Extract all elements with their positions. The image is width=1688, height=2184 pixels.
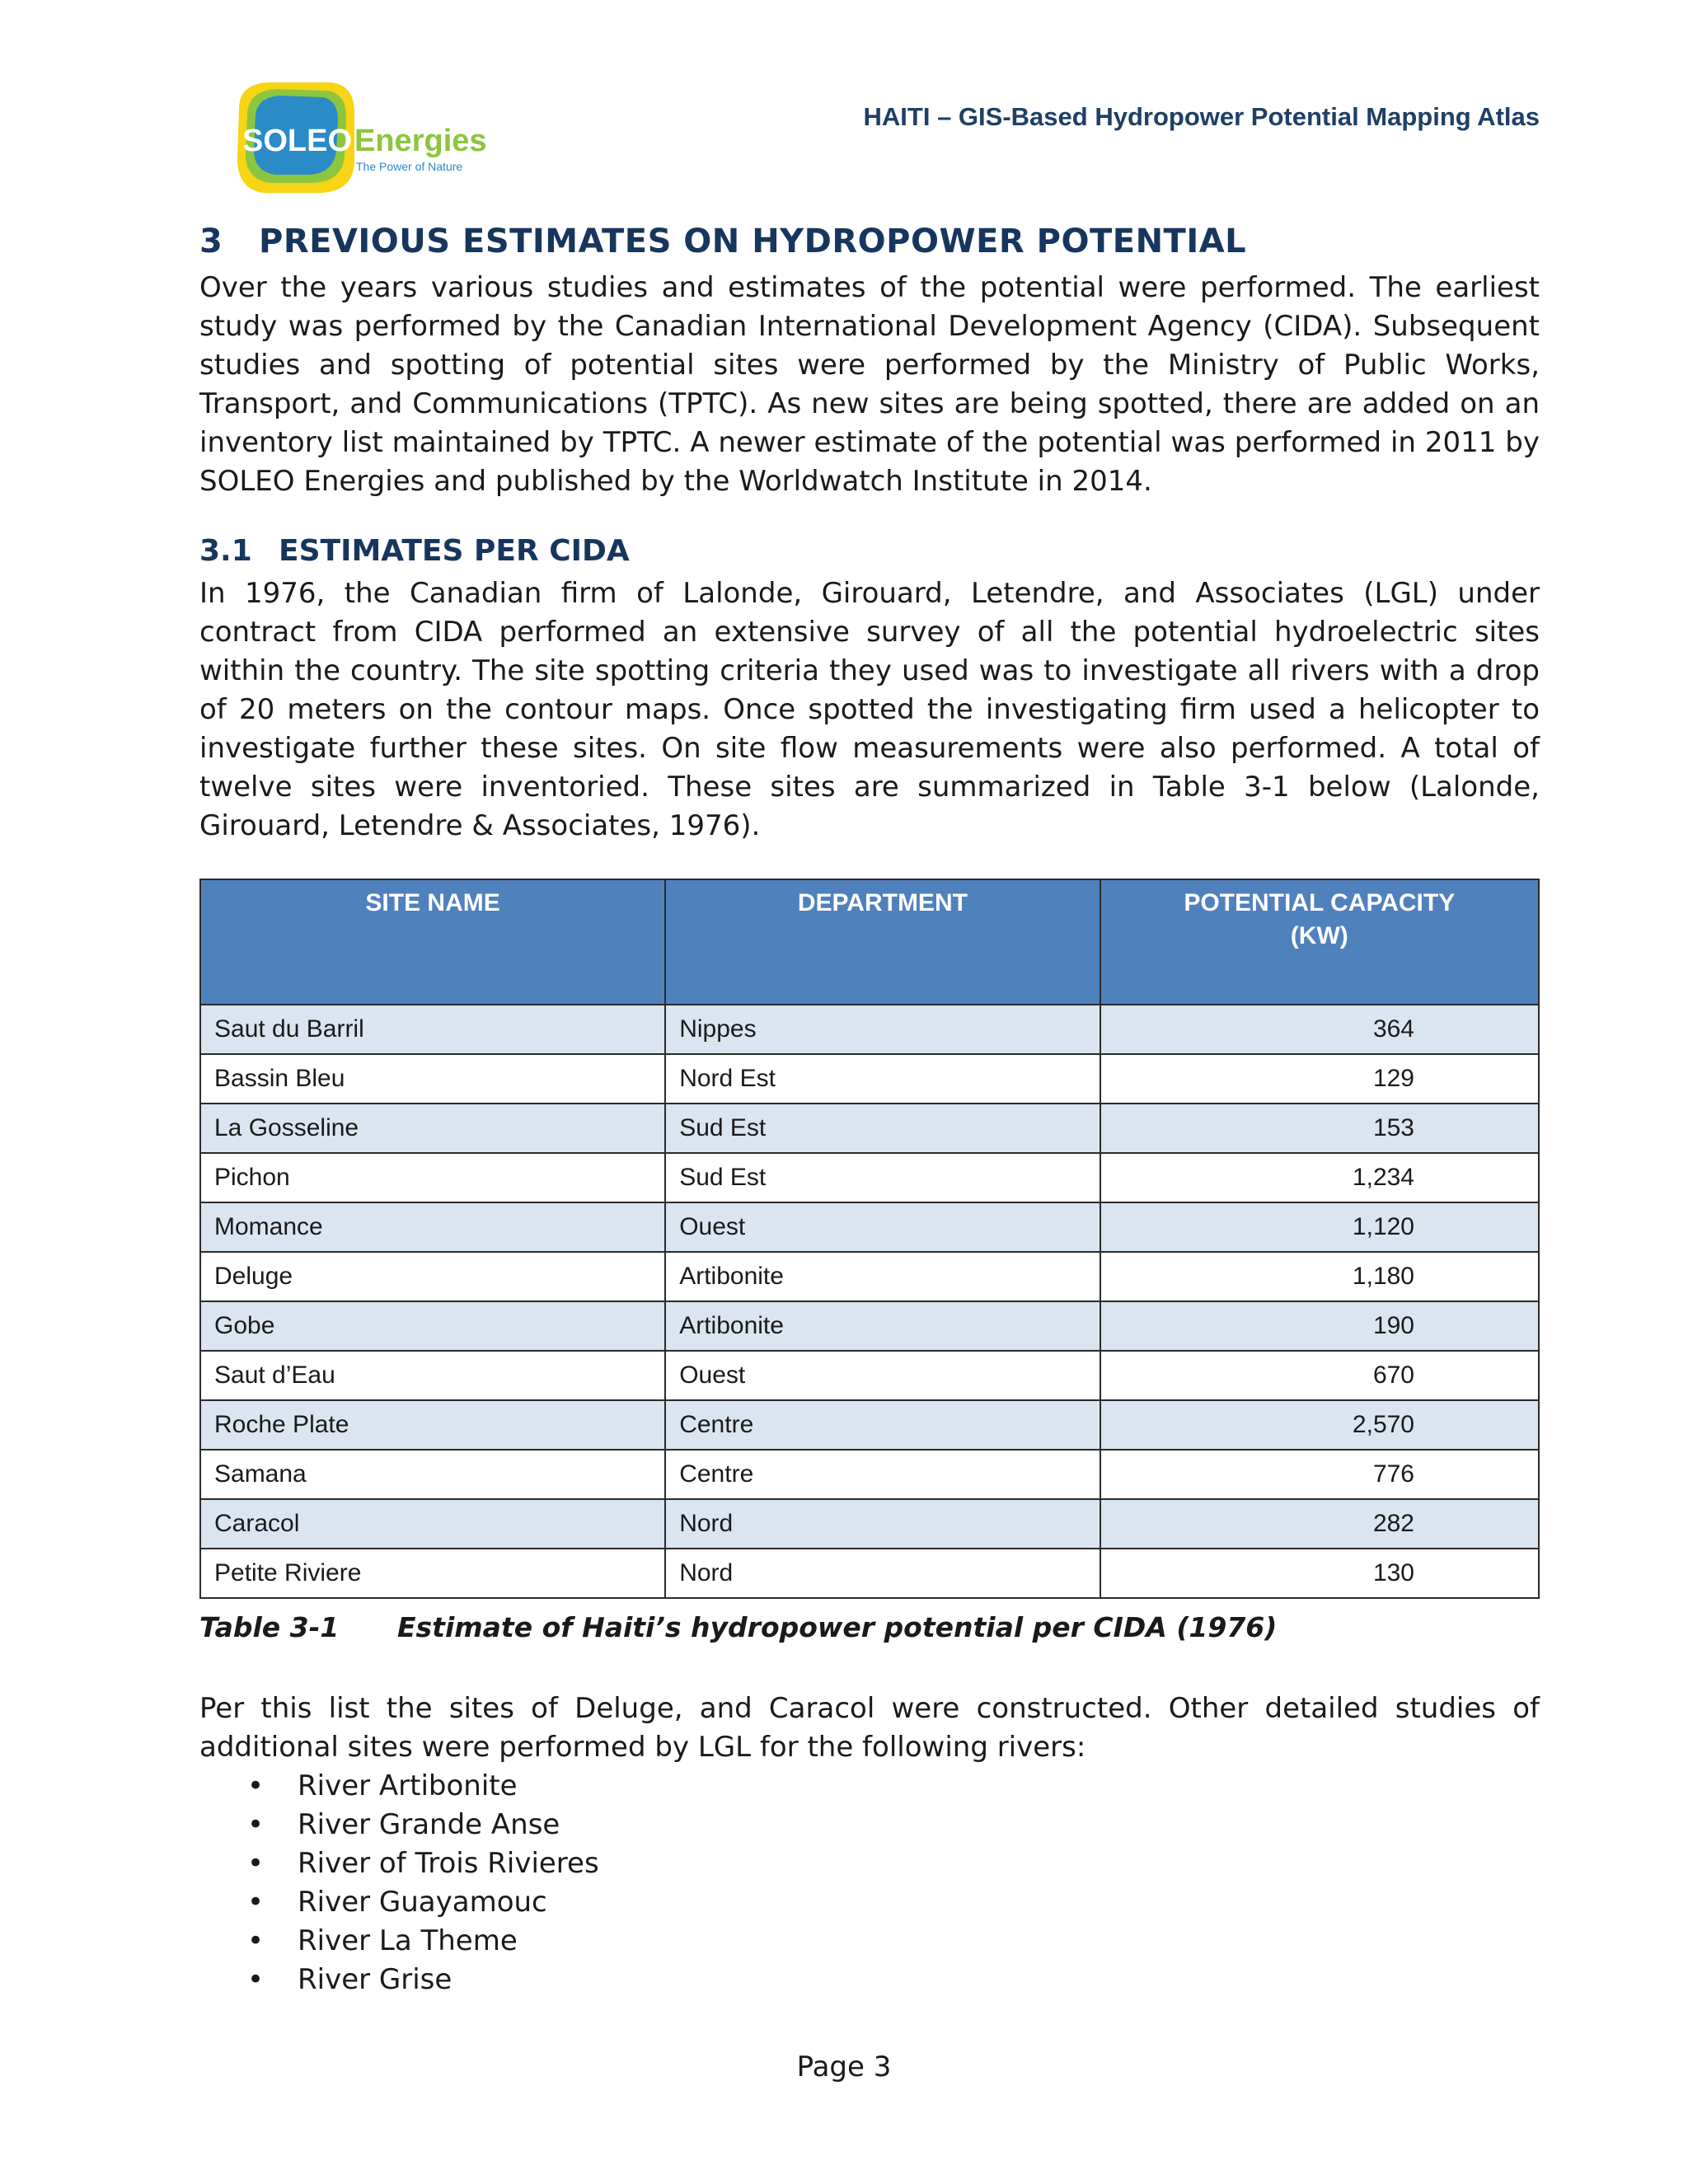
cell-capacity: 1,120 <box>1100 1202 1539 1252</box>
cell-site: Saut du Barril <box>200 1005 665 1054</box>
cell-department: Nord <box>665 1549 1100 1598</box>
bullet-icon: • <box>247 1963 265 1996</box>
cell-department: Artibonite <box>665 1301 1100 1351</box>
logo-word-soleo: SOLEO <box>242 124 353 158</box>
cell-capacity: 776 <box>1100 1450 1539 1499</box>
table-row <box>200 1499 1539 1549</box>
river-name: River Artibonite <box>298 1769 518 1802</box>
cell-department: Ouest <box>665 1351 1100 1400</box>
document-header-title: HAITI – GIS-Based Hydropower Potential Mapping Atlas <box>863 102 1540 131</box>
cell-department: Artibonite <box>665 1252 1100 1301</box>
river-name: River Guayamouc <box>298 1886 547 1919</box>
section-3-heading <box>199 223 1540 260</box>
list-item <box>199 1883 599 1922</box>
cell-site: Momance <box>200 1202 665 1252</box>
cell-site: Pichon <box>200 1153 665 1202</box>
rivers-list <box>199 1767 599 1999</box>
table-row <box>200 1450 1539 1499</box>
header-capacity-line2: (KW) <box>1290 922 1348 949</box>
bullet-icon: • <box>247 1886 265 1919</box>
table-row <box>200 1301 1539 1351</box>
bullet-icon: • <box>247 1769 265 1802</box>
cell-site: Deluge <box>200 1252 665 1301</box>
list-item <box>199 1806 599 1844</box>
cell-capacity: 153 <box>1100 1104 1539 1153</box>
table-row <box>200 1351 1539 1400</box>
cell-site: Gobe <box>200 1301 665 1351</box>
header-department: DEPARTMENT <box>665 879 1100 1005</box>
list-item <box>199 1767 599 1806</box>
logo-tagline: The Power of Nature <box>356 160 463 173</box>
table-header-row <box>200 879 1539 1005</box>
sites-table <box>199 879 1540 1599</box>
cell-department: Nord Est <box>665 1054 1100 1104</box>
cell-department: Centre <box>665 1400 1100 1450</box>
header-potential-capacity <box>1100 879 1539 1005</box>
list-item <box>199 1844 599 1883</box>
cell-department: Nord <box>665 1499 1100 1549</box>
cell-capacity: 130 <box>1100 1549 1539 1598</box>
table-row <box>200 1202 1539 1252</box>
cell-site: La Gosseline <box>200 1104 665 1153</box>
table-caption-label: Table 3-1 <box>199 1611 340 1643</box>
river-name: River Grise <box>298 1963 452 1996</box>
soleo-logo <box>231 76 486 199</box>
logo-word-energies: Energies <box>354 124 487 158</box>
cell-capacity: 1,180 <box>1100 1252 1539 1301</box>
table-row <box>200 1153 1539 1202</box>
river-name: River Grande Anse <box>298 1808 560 1841</box>
table-caption-text: Estimate of Haiti’s hydropower potential per CIDA (1976) <box>397 1611 1278 1643</box>
list-item <box>199 1961 599 1999</box>
table-row <box>200 1104 1539 1153</box>
cell-capacity: 129 <box>1100 1054 1539 1104</box>
cell-department: Nippes <box>665 1005 1100 1054</box>
river-name: River of Trois Rivieres <box>298 1847 599 1880</box>
bullet-icon: • <box>247 1924 265 1957</box>
cell-capacity: 2,570 <box>1100 1400 1539 1450</box>
cell-department: Sud Est <box>665 1153 1100 1202</box>
header-site-name: SITE NAME <box>200 879 665 1005</box>
subsection-number: 3.1 <box>199 534 252 568</box>
cell-department: Ouest <box>665 1202 1100 1252</box>
cell-site: Caracol <box>200 1499 665 1549</box>
table-row <box>200 1549 1539 1598</box>
cell-site: Petite Riviere <box>200 1549 665 1598</box>
section-3-1-paragraph: In 1976, the Canadian firm of Lalonde, Girouard, Letendre, and Associates (LGL) under contract from CIDA performed an extensive survey of all the potential hydroelectric sites within the country. The site spotting criteria they used was to investigate all rivers with a drop of 20 meters on the contour maps. Once spotted the investigating firm used a helicopter to investigate further these sites. On site flow measurements were also performed. A total of twelve sites were inventoried. These sites are summarized in Table 3-1 below (Lalonde, Girouard, Letendre & Associates, 1976). <box>199 577 1540 842</box>
table-row <box>200 1252 1539 1301</box>
section-number: 3 <box>199 223 223 260</box>
list-item <box>199 1922 599 1961</box>
cell-capacity: 190 <box>1100 1301 1539 1351</box>
after-table-paragraph: Per this list the sites of Deluge, and Caracol were constructed. Other detailed studies of additional sites were performed by LGL for the following rivers: <box>199 1692 1540 1764</box>
cell-capacity: 1,234 <box>1100 1153 1539 1202</box>
page-number: Page 3 <box>796 2050 892 2083</box>
section-3-paragraph: Over the years various studies and estimates of the potential were performed. The earliest study was performed by the Canadian International Development Agency (CIDA). Subsequent studies and spotting of potential sites were performed by the Ministry of Public Works, Transport, and Communications (TPTC). As new sites are being spotted, there are added on an inventory list maintained by TPTC. A newer estimate of the potential was performed in 2011 by SOLEO Energies and published by the Worldwatch Institute in 2014. <box>199 271 1540 498</box>
subsection-title: ESTIMATES PER CIDA <box>279 534 630 568</box>
cell-site: Roche Plate <box>200 1400 665 1450</box>
cell-capacity: 364 <box>1100 1005 1539 1054</box>
cell-site: Saut d’Eau <box>200 1351 665 1400</box>
section-title: PREVIOUS ESTIMATES ON HYDROPOWER POTENTIAL <box>259 223 1247 260</box>
bullet-icon: • <box>247 1847 265 1880</box>
river-name: River La Theme <box>298 1924 518 1957</box>
cell-capacity: 282 <box>1100 1499 1539 1549</box>
cell-site: Bassin Bleu <box>200 1054 665 1104</box>
cell-department: Sud Est <box>665 1104 1100 1153</box>
header-capacity-line1: POTENTIAL CAPACITY <box>1184 889 1456 916</box>
cell-site: Samana <box>200 1450 665 1499</box>
table-row <box>200 1005 1539 1054</box>
bullet-icon: • <box>247 1808 265 1841</box>
table-row <box>200 1400 1539 1450</box>
table-caption <box>199 1611 1540 1643</box>
section-3-1-heading <box>199 534 1540 568</box>
table-row <box>200 1054 1539 1104</box>
cell-department: Centre <box>665 1450 1100 1499</box>
cell-capacity: 670 <box>1100 1351 1539 1400</box>
